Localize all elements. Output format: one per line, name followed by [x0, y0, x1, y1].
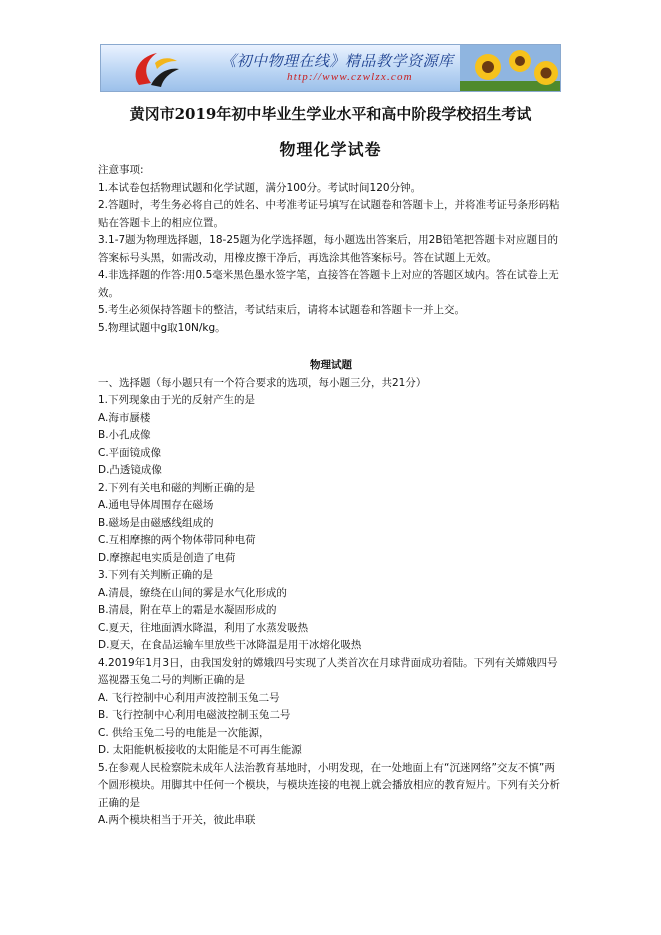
physics-section-title: 物理试题 — [310, 359, 352, 371]
notice-item: 3.1-7题为物理选择题，18-25题为化学选择题，每小题选出答案后，用2B铅笔把答题卡对应题目的答案标号头黑，如需改动，用橡皮擦干净后，再选涂其他答案标号。答在试题上无效。 — [98, 234, 559, 264]
option-line: C.平面镜成像 — [98, 446, 162, 459]
notice-item: 5.物理试题中g取10N/kg。 — [98, 321, 226, 334]
part-heading: 一、选择题（每小题只有一个符合要求的选项，每小题三分，共21分） — [98, 376, 427, 389]
option-line: D. 太阳能帆板接收的太阳能是不可再生能源 — [98, 744, 302, 756]
exam-subtitle: 物理化学试卷 — [279, 140, 382, 159]
option-line: C.夏天，往地面洒水降温，利用了水蒸发吸热 — [98, 621, 309, 634]
option-line: B.磁场是由磁感线组成的 — [98, 516, 214, 529]
banner-title: 《初中物理在线》精品教学资源库 — [221, 52, 454, 70]
option-line: D.凸透镜成像 — [98, 464, 162, 476]
option-line: A. 飞行控制中心利用声波控制玉兔二号 — [98, 691, 280, 704]
option-line: B. 飞行控制中心利用电磁波控制玉兔二号 — [98, 709, 291, 721]
option-line: B.清晨，附在草上的霜是水凝固形成的 — [98, 604, 277, 616]
question-line: 2.下列有关电和磁的判断正确的是 — [98, 481, 256, 494]
notice-item: 5.考生必须保持答题卡的整洁，考试结束后，请将本试题卷和答题卡一并上交。 — [98, 304, 466, 316]
notice-item: 4.非选择题的作答:用0.5毫米黑色墨水签字笔，直接答在答题卡上对应的答题区域内。答在试卷上无效。 — [98, 269, 559, 299]
option-line: D.摩擦起电实质是创造了电荷 — [98, 551, 236, 564]
option-line: A.两个模块相当于开关，彼此串联 — [98, 814, 256, 826]
banner-url[interactable]: http://www.czwlzx.com — [287, 71, 413, 83]
option-line: D.夏天，在食品运输车里放些干冰降温是用干冰熔化吸热 — [98, 639, 362, 651]
question-line: 1.下列现象由于光的反射产生的是 — [98, 394, 256, 406]
option-line: A.通电导体周围存在磁场 — [98, 499, 214, 511]
option-line: C.互相摩擦的两个物体带同种电荷 — [98, 534, 256, 546]
question-line: 4.2019年1月3日，由我国发射的嫦娥四号实现了人类首次在月球背面成功着陆。下列有关嫦娥四号巡视器玉兔二号的判断正确的是 — [98, 656, 558, 686]
question-line: 5.在参观人民检察院未成年人法治教育基地时，小明发现，在一处地面上有“沉迷网络”交友不慎”两个圆形模块。用脚其中任何一个模块，与模块连接的电视上就会播放相应的教育短片。下列有关分析正确的是 — [98, 761, 560, 809]
exam-title: 黄冈市2019年初中毕业生学业水平和高中阶段学校招生考试 — [129, 105, 532, 123]
option-line: A.海市蜃楼 — [98, 411, 151, 424]
question-line: 3.下列有关判断正确的是 — [98, 569, 214, 581]
notice-item: 2.答题时，考生务必将自己的姓名、中考准考证号填写在试题卷和答题卡上，并将准考证号条形码粘贴在答题卡上的相应位置。 — [98, 199, 560, 229]
notice-heading: 注意事项: — [98, 164, 144, 176]
exam-content — [98, 162, 564, 830]
notice-item: 1.本试卷包括物理试题和化学试题，满分100分。考试时间120分钟。 — [98, 181, 422, 194]
option-line: C. 供给玉兔二号的电能是一次能源， — [98, 726, 270, 739]
header-banner — [100, 44, 561, 92]
site-logo-icon — [127, 49, 183, 89]
option-line: B.小孔成像 — [98, 429, 151, 441]
sunflower-icon — [460, 45, 560, 92]
option-line: A.清晨，缭绕在山间的雾是水气化形成的 — [98, 586, 287, 599]
